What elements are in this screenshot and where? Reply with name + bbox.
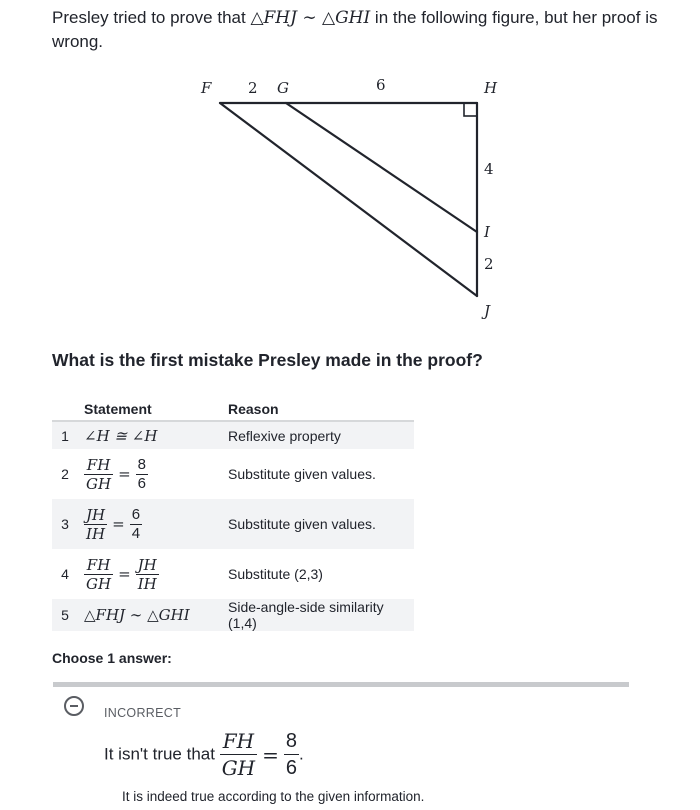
row-reason: Reflexive property bbox=[222, 421, 414, 449]
equals-sign: = bbox=[262, 742, 279, 767]
prompt-text-start: Presley tried to prove that bbox=[52, 8, 251, 27]
header-reason: Reason bbox=[222, 398, 414, 421]
label-i: I bbox=[484, 223, 490, 241]
answer-divider bbox=[53, 682, 629, 687]
label-g: G bbox=[277, 79, 289, 97]
equals-sign: = bbox=[118, 565, 131, 583]
fraction-rhs bbox=[136, 556, 159, 593]
triangle-figure bbox=[0, 0, 700, 340]
denominator: IH bbox=[137, 574, 157, 593]
equals-sign: = bbox=[118, 465, 131, 483]
fraction-lhs bbox=[84, 506, 107, 543]
numerator: FH bbox=[86, 555, 111, 574]
prompt-text-end: in the following figure, but her proof is wrong. bbox=[52, 8, 658, 51]
incorrect-status-icon bbox=[64, 696, 84, 716]
header-statement: Statement bbox=[78, 398, 222, 421]
numerator: JH bbox=[86, 505, 106, 524]
numerator: JH bbox=[137, 555, 157, 574]
answer-text-prefix: It isn't true that bbox=[104, 744, 215, 764]
row-statement: △FHJ ∼ △GHI bbox=[78, 599, 222, 631]
numerator: FH bbox=[222, 729, 255, 753]
proof-table bbox=[52, 398, 414, 631]
row-reason: Substitute given values. bbox=[228, 466, 376, 482]
proof-row-1 bbox=[52, 421, 414, 449]
row-statement bbox=[78, 449, 222, 499]
proof-row-4 bbox=[52, 549, 414, 599]
row-statement bbox=[78, 499, 222, 549]
denominator: 4 bbox=[131, 524, 141, 542]
row-number: 1 bbox=[52, 421, 78, 449]
status-label: INCORRECT bbox=[104, 706, 182, 720]
length-gh: 6 bbox=[376, 76, 386, 94]
row-number: 5 bbox=[52, 599, 78, 631]
answer-text-suffix: . bbox=[299, 744, 304, 764]
denominator: GH bbox=[86, 474, 112, 493]
answer-choice[interactable] bbox=[104, 728, 304, 781]
numerator: FH bbox=[86, 455, 111, 474]
row-number: 2 bbox=[61, 466, 69, 482]
fraction-rhs bbox=[130, 506, 142, 543]
answer-fraction-rhs bbox=[284, 728, 299, 781]
length-hi: 4 bbox=[484, 160, 494, 178]
label-f: F bbox=[201, 79, 212, 97]
right-angle-mark bbox=[464, 103, 477, 116]
denominator: 6 bbox=[284, 754, 299, 781]
denominator: GH bbox=[86, 574, 112, 593]
segment-gi bbox=[286, 103, 477, 232]
fraction-lhs bbox=[84, 556, 113, 593]
row-reason: Substitute (2,3) bbox=[228, 566, 323, 582]
proof-row-3 bbox=[52, 499, 414, 549]
numerator: 6 bbox=[131, 505, 141, 523]
row-reason: Substitute given values. bbox=[222, 499, 414, 549]
equals-sign: = bbox=[112, 515, 125, 533]
label-h: H bbox=[484, 79, 498, 97]
denominator: 6 bbox=[137, 474, 146, 492]
length-fg: 2 bbox=[248, 79, 258, 97]
proof-header-row bbox=[52, 398, 414, 421]
prompt-math: △FHJ ∼ △GHI bbox=[250, 8, 371, 28]
row-number: 4 bbox=[61, 566, 69, 582]
question-heading: What is the first mistake Presley made in the proof? bbox=[52, 350, 483, 370]
choose-label: Choose 1 answer: bbox=[52, 650, 172, 666]
segment-fj bbox=[220, 103, 477, 296]
answer-detail: It is indeed true according to the given information. bbox=[122, 789, 425, 804]
numerator: 8 bbox=[137, 455, 146, 473]
length-ij: 2 bbox=[484, 255, 494, 273]
proof-row-2 bbox=[52, 449, 414, 499]
row-reason: Side-angle-side similarity (1,4) bbox=[222, 599, 414, 631]
numerator: 8 bbox=[285, 730, 298, 752]
denominator: IH bbox=[86, 524, 106, 543]
denominator: GH bbox=[221, 756, 256, 780]
answer-fraction-lhs bbox=[220, 728, 257, 781]
header-num bbox=[52, 398, 78, 421]
fraction-rhs bbox=[136, 456, 148, 493]
fraction-lhs bbox=[84, 456, 113, 493]
row-number: 3 bbox=[52, 499, 78, 549]
row-statement bbox=[78, 549, 222, 599]
proof-row-5 bbox=[52, 599, 414, 631]
label-j: J bbox=[484, 302, 491, 320]
row-statement: ∠H ≅ ∠H bbox=[78, 421, 222, 449]
